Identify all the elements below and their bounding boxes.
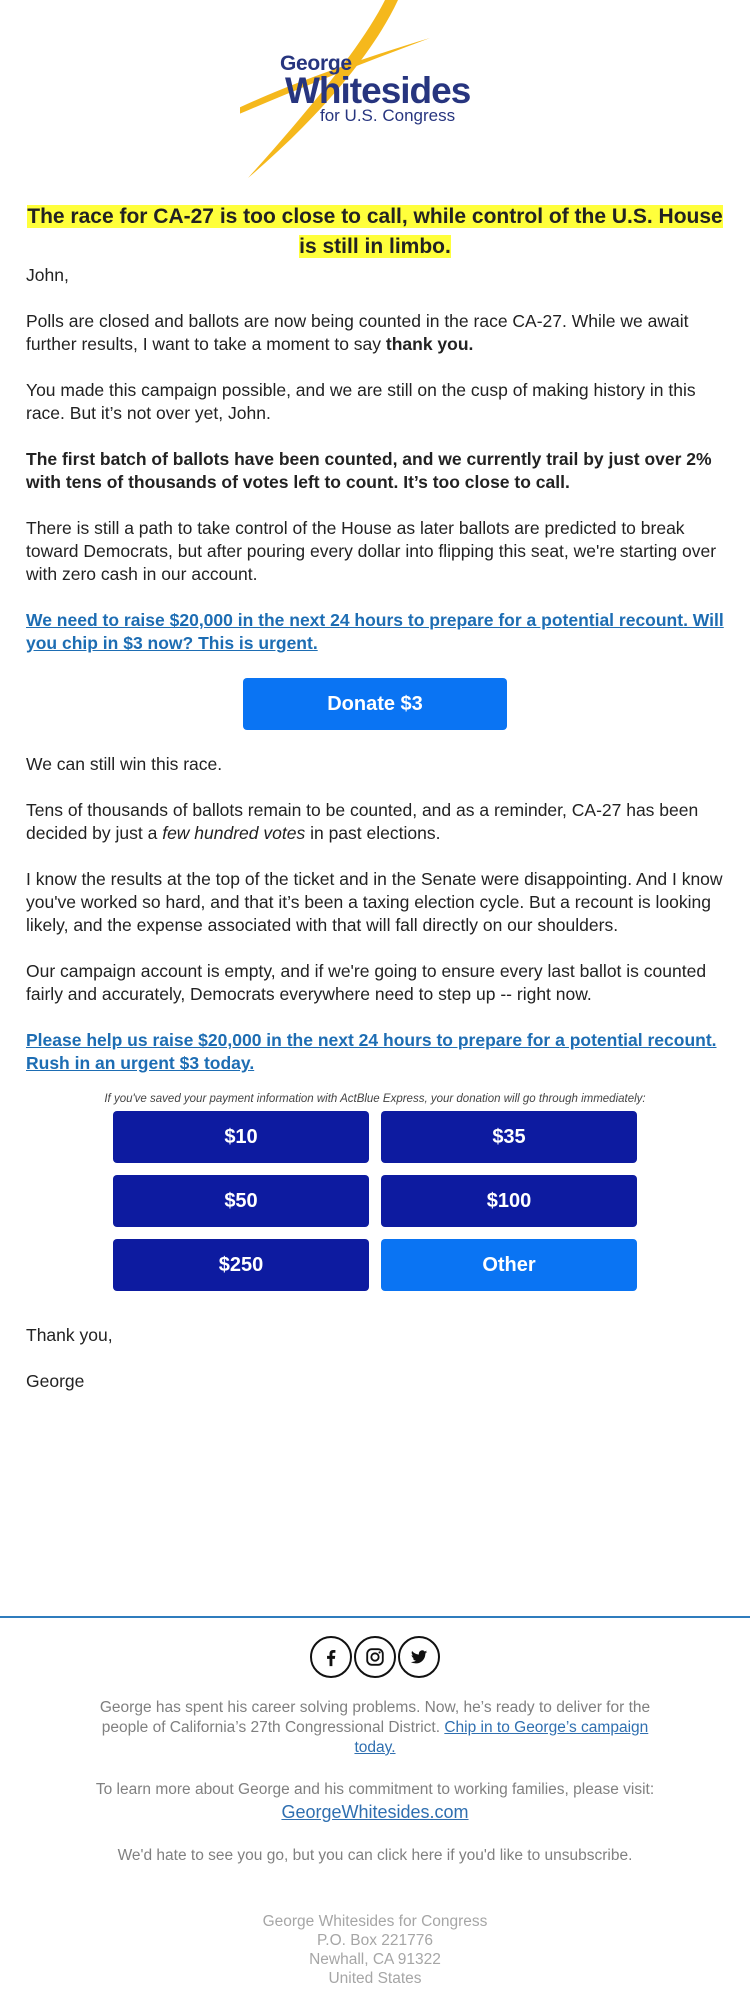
footer-divider [0, 1616, 750, 1618]
address-org: George Whitesides for Congress [262, 1913, 488, 1930]
headline [26, 202, 724, 262]
email-body [26, 202, 724, 1416]
logo-last-name: Whitesides [285, 70, 471, 111]
donation-amount-grid [113, 1111, 637, 1291]
instagram-icon[interactable] [354, 1636, 396, 1678]
facebook-icon[interactable] [310, 1636, 352, 1678]
signoff: Thank you, [26, 1325, 113, 1345]
headline-text: The race for CA-27 is too close to call, while control of the U.S. House is still in limbo. [27, 205, 723, 258]
paragraph-campaign-possible: You made this campaign possible, and we are still on the cusp of making history in this race. But it’s not over yet, John. [26, 380, 696, 423]
paragraph-polls-closed [26, 310, 724, 356]
logo-first-name: George [280, 52, 352, 75]
footer-unsubscribe[interactable]: We'd hate to see you go, but you can click here if you'd like to unsubscribe. [117, 1847, 633, 1864]
instagram-glyph-icon [364, 1646, 386, 1668]
footer-website-link[interactable]: GeorgeWhitesides.com [281, 1802, 469, 1822]
address-country: United States [328, 1970, 422, 1987]
paragraph-account-empty: Our campaign account is empty, and if we're going to ensure every last ballot is counted fairly and accurately, Democrats everywhere need to step up -- right now. [26, 961, 707, 1004]
social-links [310, 1636, 440, 1678]
twitter-glyph-icon [408, 1646, 430, 1668]
paragraph-polls-text: Polls are closed and ballots are now being counted in the race CA-27. While we await further results, I want to take a moment to say [26, 311, 689, 354]
paragraph-ballots-remain [26, 799, 724, 845]
ballots-remain-tail: in past elections. [305, 823, 441, 843]
paragraph-rush-link [26, 1029, 724, 1075]
paragraph-results-disappointing: I know the results at the top of the ticket and in the Senate were disappointing. And I know you've worked so hard, and that it’s been a taxing election cycle. But a recount is looking likely, and the expense associated with that will fall directly on our shoulders. [26, 869, 723, 935]
paragraph-path-to-house: There is still a path to take control of the House as later ballots are predicted to break toward Democrats, but after pouring every dollar into flipping this seat, we're starting over with zero cash in our account. [26, 518, 717, 584]
twitter-icon[interactable] [398, 1636, 440, 1678]
paragraph-ballots-counted: The first batch of ballots have been counted, and we currently trail by just over 2% with tens of thousands of votes left to count. It’s too close to call. [26, 449, 712, 492]
rush-donate-link[interactable]: Please help us raise $20,000 in the next 24 hours to prepare for a potential recount. Rush in an urgent $3 today. [26, 1030, 717, 1073]
donate-50-button[interactable]: $50 [113, 1175, 369, 1227]
campaign-logo [240, 0, 510, 180]
footer-chip-in-link[interactable]: Chip in to George’s campaign today. [354, 1719, 649, 1756]
donate-other-button[interactable]: Other [381, 1239, 637, 1291]
thank-you-emphasis: thank you. [385, 334, 474, 354]
footer-about [80, 1698, 670, 1758]
footer-learn-more [80, 1780, 670, 1824]
footer-about-text: George has spent his career solving problems. Now, he’s ready to deliver for the people of California’s 27th Congressional District. [99, 1699, 651, 1736]
footer-learn-more-text: To learn more about George and his commitment to working families, please visit: [95, 1781, 655, 1798]
few-hundred-votes-emphasis: few hundred votes [162, 823, 306, 843]
mailing-address [0, 1912, 750, 1988]
signature: George [26, 1371, 85, 1391]
donate-250-button[interactable]: $250 [113, 1239, 369, 1291]
footer [80, 1698, 670, 1888]
donate-35-button[interactable]: $35 [381, 1111, 637, 1163]
greeting: John, [26, 265, 69, 285]
donate-100-button[interactable]: $100 [381, 1175, 637, 1227]
recount-donate-link[interactable]: We need to raise $20,000 in the next 24 hours to prepare for a potential recount. Will you chip in $3 now? This is urgent. [26, 610, 724, 653]
paragraph-recount-link [26, 609, 724, 655]
donate-3-button[interactable]: Donate $3 [243, 678, 507, 730]
donate-10-button[interactable]: $10 [113, 1111, 369, 1163]
logo-tagline: for U.S. Congress [320, 106, 456, 125]
actblue-express-note: If you've saved your payment information with ActBlue Express, your donation will go through immediately: [104, 1093, 646, 1105]
address-pobox: P.O. Box 221776 [316, 1932, 434, 1949]
facebook-glyph-icon [320, 1646, 342, 1668]
address-city: Newhall, CA 91322 [309, 1951, 441, 1968]
paragraph-still-win: We can still win this race. [26, 754, 223, 774]
ballots-remain-text: Tens of thousands of ballots remain to be counted, and as a reminder, CA-27 has been decided by just a [26, 800, 699, 843]
